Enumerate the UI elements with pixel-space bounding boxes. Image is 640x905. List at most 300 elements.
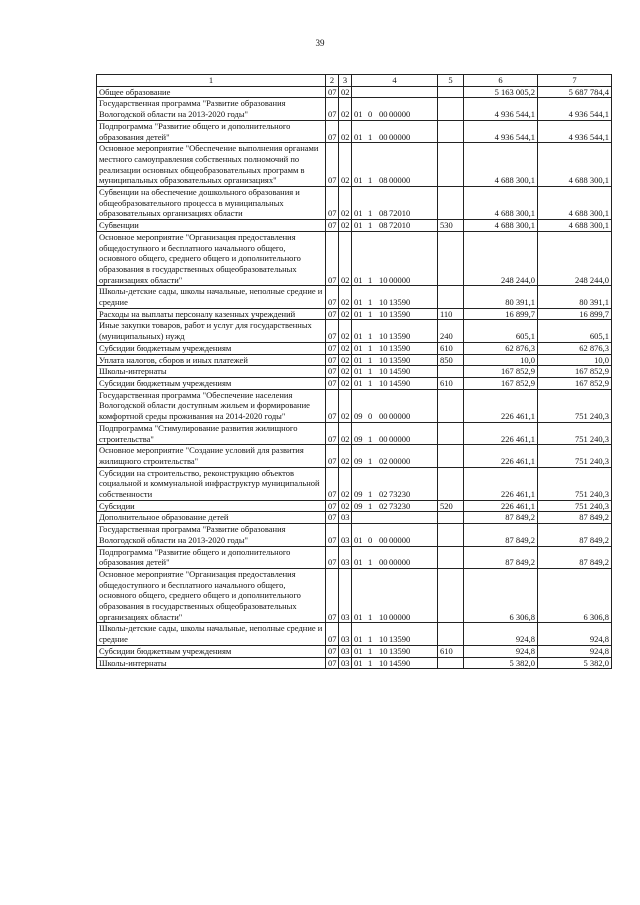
target-article-part: 01 <box>354 657 363 668</box>
subsection-code-cell: 03 <box>339 568 352 623</box>
table-row <box>97 524 612 546</box>
amount-year1-cell: 16 899,7 <box>464 308 538 320</box>
amount-year2-cell: 751 240,3 <box>538 467 612 500</box>
target-article-part: 13590 <box>389 354 411 365</box>
subsection-code-cell: 02 <box>339 320 352 342</box>
target-article-part: 00 <box>379 534 388 545</box>
target-article-cell <box>352 546 438 568</box>
section-code-cell: 07 <box>326 143 339 187</box>
amount-year2-cell: 4 688 300,1 <box>538 220 612 232</box>
header-cell: 7 <box>538 75 612 87</box>
target-article-cell <box>352 120 438 142</box>
target-article-part: 01 <box>354 645 363 656</box>
amount-year2-cell: 167 852,9 <box>538 366 612 378</box>
section-code-cell: 07 <box>326 445 339 467</box>
target-article-part: 10 <box>379 657 388 668</box>
target-article-part: 1 <box>368 308 373 319</box>
subsection-code-cell: 02 <box>339 467 352 500</box>
row-name-cell: Государственная программа "Развитие образования Вологодской области на 2013-2020 годы" <box>97 98 326 120</box>
target-article-part: 13590 <box>389 645 411 656</box>
amount-year1-cell: 80 391,1 <box>464 286 538 308</box>
target-article-part: 00000 <box>389 411 411 422</box>
expense-type-cell: 850 <box>438 354 464 366</box>
target-article-part: 13590 <box>389 342 411 353</box>
expense-type-cell: 240 <box>438 320 464 342</box>
expense-type-cell <box>438 98 464 120</box>
subsection-code-cell: 03 <box>339 524 352 546</box>
subsection-code-cell: 02 <box>339 86 352 98</box>
expense-type-cell <box>438 568 464 623</box>
section-code-cell: 07 <box>326 342 339 354</box>
subsection-code-cell: 03 <box>339 512 352 524</box>
expense-type-cell <box>438 524 464 546</box>
table-row <box>97 389 612 422</box>
table-row <box>97 512 612 524</box>
target-article-part: 73230 <box>389 489 411 500</box>
row-name-cell: Школы-детские сады, школы начальные, неполные средние и средние <box>97 286 326 308</box>
table-row <box>97 286 612 308</box>
target-article-part: 1 <box>368 342 373 353</box>
row-name-cell: Субсидии бюджетным учреждениям <box>97 645 326 657</box>
section-code-cell: 07 <box>326 512 339 524</box>
table-row <box>97 377 612 389</box>
section-code-cell: 07 <box>326 187 339 220</box>
target-article-part: 10 <box>379 308 388 319</box>
target-article-part: 09 <box>354 433 363 444</box>
table-row <box>97 320 612 342</box>
expense-type-cell <box>438 187 464 220</box>
target-article-part: 01 <box>354 274 363 285</box>
target-article-part: 1 <box>368 657 373 668</box>
amount-year2-cell: 248 244,0 <box>538 231 612 286</box>
subsection-code-cell: 03 <box>339 657 352 669</box>
row-name-cell: Государственная программа "Обеспечение населения Вологодской области доступным жильем и формирование комфортной среды проживания на 2014-2020 годы" <box>97 389 326 422</box>
target-article-part: 00 <box>379 557 388 568</box>
row-name-cell: Основное мероприятие "Организация предоставления общедоступного и бесплатного начального общего, основного общего, среднего общего и дополнительного образования в государственных общеобразовательных организациях области" <box>97 231 326 286</box>
target-article-part: 09 <box>354 455 363 466</box>
target-article-part: 10 <box>379 366 388 377</box>
target-article-part: 1 <box>368 489 373 500</box>
target-article-part: 01 <box>354 175 363 186</box>
row-name-cell: Субсидии на строительство, реконструкцию объектов социальной и коммунальной инфраструктур муниципальной собственности <box>97 467 326 500</box>
subsection-code-cell: 02 <box>339 500 352 512</box>
amount-year2-cell: 6 306,8 <box>538 568 612 623</box>
expense-type-cell <box>438 512 464 524</box>
target-article-part: 1 <box>368 611 373 622</box>
subsection-code-cell: 02 <box>339 286 352 308</box>
target-article-cell <box>352 377 438 389</box>
target-article-part: 72010 <box>389 220 411 231</box>
expense-type-cell <box>438 143 464 187</box>
target-article-part: 0 <box>368 534 373 545</box>
expense-type-cell <box>438 422 464 444</box>
amount-year1-cell: 226 461,1 <box>464 422 538 444</box>
subsection-code-cell: 02 <box>339 220 352 232</box>
expense-type-cell <box>438 231 464 286</box>
target-article-part: 10 <box>379 634 388 645</box>
page-number: 39 <box>315 38 325 48</box>
target-article-cell <box>352 187 438 220</box>
target-article-cell <box>352 657 438 669</box>
target-article-part: 02 <box>379 455 388 466</box>
section-code-cell: 07 <box>326 220 339 232</box>
target-article-part: 01 <box>354 342 363 353</box>
target-article-part: 00000 <box>389 274 411 285</box>
amount-year2-cell: 751 240,3 <box>538 422 612 444</box>
target-article-part: 01 <box>354 534 363 545</box>
target-article-part: 1 <box>368 331 373 342</box>
expense-type-cell <box>438 467 464 500</box>
row-name-cell: Основное мероприятие "Создание условий для развития жилищного строительства" <box>97 445 326 467</box>
target-article-part: 1 <box>368 634 373 645</box>
target-article-part: 01 <box>354 557 363 568</box>
target-article-cell <box>352 354 438 366</box>
target-article-part: 10 <box>379 342 388 353</box>
amount-year2-cell: 80 391,1 <box>538 286 612 308</box>
section-code-cell: 07 <box>326 568 339 623</box>
expense-type-cell: 520 <box>438 500 464 512</box>
section-code-cell: 07 <box>326 86 339 98</box>
target-article-part: 10 <box>379 274 388 285</box>
target-article-cell <box>352 308 438 320</box>
row-name-cell: Субсидии бюджетным учреждениям <box>97 342 326 354</box>
target-article-part: 00000 <box>389 109 411 120</box>
target-article-part: 00000 <box>389 611 411 622</box>
table-row <box>97 86 612 98</box>
subsection-code-cell: 02 <box>339 143 352 187</box>
section-code-cell: 07 <box>326 389 339 422</box>
target-article-cell <box>352 320 438 342</box>
amount-year1-cell: 4 688 300,1 <box>464 220 538 232</box>
target-article-part: 01 <box>354 297 363 308</box>
section-code-cell: 07 <box>326 286 339 308</box>
section-code-cell: 07 <box>326 467 339 500</box>
target-article-part: 73230 <box>389 500 411 511</box>
target-article-cell <box>352 568 438 623</box>
expense-type-cell <box>438 86 464 98</box>
amount-year2-cell: 87 849,2 <box>538 524 612 546</box>
table-row <box>97 308 612 320</box>
table-header-row <box>97 75 612 87</box>
target-article-cell <box>352 500 438 512</box>
row-name-cell: Субвенции на обеспечение дошкольного образования и общеобразовательного процесса в муниципальных образовательных организациях области <box>97 187 326 220</box>
target-article-part: 1 <box>368 208 373 219</box>
target-article-part: 08 <box>379 208 388 219</box>
row-name-cell: Основное мероприятие "Организация предоставления общедоступного и бесплатного начального общего, основного общего, среднего общего и дополнительного образования в государственных общеобразовательных организациях области" <box>97 568 326 623</box>
target-article-part: 10 <box>379 331 388 342</box>
table-row <box>97 645 612 657</box>
amount-year1-cell: 5 382,0 <box>464 657 538 669</box>
amount-year2-cell: 87 849,2 <box>538 512 612 524</box>
section-code-cell: 07 <box>326 120 339 142</box>
subsection-code-cell: 03 <box>339 645 352 657</box>
subsection-code-cell: 03 <box>339 546 352 568</box>
target-article-part: 1 <box>368 220 373 231</box>
target-article-part: 10 <box>379 354 388 365</box>
target-article-cell <box>352 467 438 500</box>
target-article-cell <box>352 389 438 422</box>
table-row <box>97 220 612 232</box>
section-code-cell: 07 <box>326 500 339 512</box>
expense-type-cell <box>438 445 464 467</box>
amount-year2-cell: 924,8 <box>538 645 612 657</box>
amount-year1-cell: 87 849,2 <box>464 524 538 546</box>
expense-type-cell <box>438 286 464 308</box>
target-article-cell <box>352 220 438 232</box>
amount-year2-cell: 4 688 300,1 <box>538 143 612 187</box>
subsection-code-cell: 03 <box>339 623 352 645</box>
target-article-part: 14590 <box>389 657 411 668</box>
target-article-part: 1 <box>368 645 373 656</box>
amount-year2-cell: 751 240,3 <box>538 500 612 512</box>
amount-year2-cell: 4 936 544,1 <box>538 98 612 120</box>
table-row <box>97 445 612 467</box>
row-name-cell: Основное мероприятие "Обеспечение выполнения органами местного самоуправления собственных полномочий по реализации основных общеобразовательных программ в муниципальных образовательных организациях" <box>97 143 326 187</box>
target-article-part: 1 <box>368 433 373 444</box>
target-article-part: 00000 <box>389 433 411 444</box>
target-article-part: 00000 <box>389 131 411 142</box>
subsection-code-cell: 02 <box>339 377 352 389</box>
target-article-part: 00000 <box>389 534 411 545</box>
budget-table <box>96 74 612 669</box>
target-article-part: 09 <box>354 411 363 422</box>
section-code-cell: 07 <box>326 422 339 444</box>
amount-year1-cell: 4 688 300,1 <box>464 187 538 220</box>
target-article-part: 1 <box>368 175 373 186</box>
table-row <box>97 354 612 366</box>
amount-year1-cell: 248 244,0 <box>464 231 538 286</box>
row-name-cell: Субвенции <box>97 220 326 232</box>
target-article-part: 09 <box>354 500 363 511</box>
target-article-part: 10 <box>379 611 388 622</box>
row-name-cell: Школы-интернаты <box>97 657 326 669</box>
subsection-code-cell: 02 <box>339 342 352 354</box>
subsection-code-cell: 02 <box>339 187 352 220</box>
table-row <box>97 366 612 378</box>
expense-type-cell <box>438 366 464 378</box>
amount-year1-cell: 605,1 <box>464 320 538 342</box>
target-article-part: 1 <box>368 377 373 388</box>
amount-year2-cell: 751 240,3 <box>538 445 612 467</box>
row-name-cell: Подпрограмма "Развитие общего и дополнительного образования детей" <box>97 120 326 142</box>
subsection-code-cell: 02 <box>339 445 352 467</box>
table-row <box>97 143 612 187</box>
section-code-cell: 07 <box>326 524 339 546</box>
amount-year2-cell: 924,8 <box>538 623 612 645</box>
target-article-cell <box>352 645 438 657</box>
target-article-part: 1 <box>368 131 373 142</box>
target-article-part: 00000 <box>389 455 411 466</box>
section-code-cell: 07 <box>326 308 339 320</box>
amount-year1-cell: 87 849,2 <box>464 512 538 524</box>
table-row <box>97 568 612 623</box>
target-article-part: 01 <box>354 377 363 388</box>
section-code-cell: 07 <box>326 320 339 342</box>
target-article-part: 00 <box>379 109 388 120</box>
target-article-cell <box>352 623 438 645</box>
amount-year1-cell: 87 849,2 <box>464 546 538 568</box>
amount-year2-cell: 16 899,7 <box>538 308 612 320</box>
target-article-part: 01 <box>354 131 363 142</box>
section-code-cell: 07 <box>326 623 339 645</box>
table-row <box>97 231 612 286</box>
target-article-part: 02 <box>379 500 388 511</box>
amount-year1-cell: 924,8 <box>464 645 538 657</box>
amount-year2-cell: 5 687 784,4 <box>538 86 612 98</box>
section-code-cell: 07 <box>326 645 339 657</box>
target-article-part: 01 <box>354 354 363 365</box>
amount-year2-cell: 4 936 544,1 <box>538 120 612 142</box>
expense-type-cell: 110 <box>438 308 464 320</box>
table-row <box>97 342 612 354</box>
amount-year2-cell: 10,0 <box>538 354 612 366</box>
header-cell: 3 <box>339 75 352 87</box>
expense-type-cell: 610 <box>438 342 464 354</box>
expense-type-cell: 610 <box>438 645 464 657</box>
row-name-cell: Подпрограмма "Развитие общего и дополнительного образования детей" <box>97 546 326 568</box>
target-article-cell <box>352 98 438 120</box>
amount-year2-cell: 4 688 300,1 <box>538 187 612 220</box>
table-row <box>97 467 612 500</box>
subsection-code-cell: 02 <box>339 231 352 286</box>
amount-year1-cell: 167 852,9 <box>464 377 538 389</box>
target-article-part: 14590 <box>389 377 411 388</box>
amount-year2-cell: 87 849,2 <box>538 546 612 568</box>
expense-type-cell <box>438 389 464 422</box>
subsection-code-cell: 02 <box>339 366 352 378</box>
expense-type-cell <box>438 623 464 645</box>
target-article-part: 10 <box>379 645 388 656</box>
table-row <box>97 187 612 220</box>
amount-year1-cell: 924,8 <box>464 623 538 645</box>
amount-year1-cell: 4 936 544,1 <box>464 98 538 120</box>
target-article-part: 72010 <box>389 208 411 219</box>
amount-year2-cell: 5 382,0 <box>538 657 612 669</box>
table-row <box>97 657 612 669</box>
amount-year2-cell: 751 240,3 <box>538 389 612 422</box>
section-code-cell: 07 <box>326 366 339 378</box>
target-article-part: 10 <box>379 297 388 308</box>
amount-year1-cell: 226 461,1 <box>464 500 538 512</box>
target-article-part: 1 <box>368 455 373 466</box>
target-article-part: 1 <box>368 274 373 285</box>
target-article-cell <box>352 342 438 354</box>
amount-year2-cell: 605,1 <box>538 320 612 342</box>
target-article-part: 01 <box>354 208 363 219</box>
amount-year1-cell: 10,0 <box>464 354 538 366</box>
row-name-cell: Школы-детские сады, школы начальные, неполные средние и средние <box>97 623 326 645</box>
table-row <box>97 546 612 568</box>
target-article-part: 14590 <box>389 366 411 377</box>
target-article-part: 1 <box>368 557 373 568</box>
target-article-cell <box>352 422 438 444</box>
amount-year1-cell: 5 163 005,2 <box>464 86 538 98</box>
amount-year1-cell: 226 461,1 <box>464 389 538 422</box>
row-name-cell: Дополнительное образование детей <box>97 512 326 524</box>
section-code-cell: 07 <box>326 354 339 366</box>
target-article-part: 02 <box>379 489 388 500</box>
section-code-cell: 07 <box>326 98 339 120</box>
target-article-part: 01 <box>354 366 363 377</box>
target-article-part: 0 <box>368 411 373 422</box>
target-article-part: 00 <box>379 131 388 142</box>
target-article-part: 13590 <box>389 308 411 319</box>
row-name-cell: Расходы на выплаты персоналу казенных учреждений <box>97 308 326 320</box>
row-name-cell: Иные закупки товаров, работ и услуг для государственных (муниципальных) нужд <box>97 320 326 342</box>
table-row <box>97 422 612 444</box>
subsection-code-cell: 02 <box>339 389 352 422</box>
target-article-part: 01 <box>354 611 363 622</box>
section-code-cell: 07 <box>326 377 339 389</box>
amount-year1-cell: 4 936 544,1 <box>464 120 538 142</box>
row-name-cell: Субсидии бюджетным учреждениям <box>97 377 326 389</box>
table-row <box>97 98 612 120</box>
target-article-cell <box>352 366 438 378</box>
row-name-cell: Подпрограмма "Стимулирование развития жилищного строительства" <box>97 422 326 444</box>
target-article-part: 00 <box>379 411 388 422</box>
amount-year2-cell: 167 852,9 <box>538 377 612 389</box>
target-article-part: 1 <box>368 297 373 308</box>
table-row <box>97 623 612 645</box>
subsection-code-cell: 02 <box>339 308 352 320</box>
amount-year1-cell: 6 306,8 <box>464 568 538 623</box>
header-cell: 1 <box>97 75 326 87</box>
target-article-cell <box>352 524 438 546</box>
subsection-code-cell: 02 <box>339 98 352 120</box>
header-cell: 5 <box>438 75 464 87</box>
target-article-part: 1 <box>368 500 373 511</box>
target-article-cell <box>352 445 438 467</box>
target-article-cell <box>352 512 438 524</box>
subsection-code-cell: 02 <box>339 354 352 366</box>
section-code-cell: 07 <box>326 546 339 568</box>
target-article-part: 08 <box>379 175 388 186</box>
target-article-part: 00000 <box>389 175 411 186</box>
target-article-cell <box>352 86 438 98</box>
row-name-cell: Общее образование <box>97 86 326 98</box>
expense-type-cell <box>438 657 464 669</box>
expense-type-cell: 610 <box>438 377 464 389</box>
target-article-part: 01 <box>354 220 363 231</box>
target-article-part: 01 <box>354 308 363 319</box>
row-name-cell: Государственная программа "Развитие образования Вологодской области на 2013-2020 годы" <box>97 524 326 546</box>
table-row <box>97 120 612 142</box>
amount-year1-cell: 226 461,1 <box>464 467 538 500</box>
header-cell: 2 <box>326 75 339 87</box>
target-article-part: 09 <box>354 489 363 500</box>
target-article-part: 1 <box>368 354 373 365</box>
expense-type-cell: 530 <box>438 220 464 232</box>
target-article-part: 00000 <box>389 557 411 568</box>
amount-year1-cell: 4 688 300,1 <box>464 143 538 187</box>
target-article-part: 13590 <box>389 297 411 308</box>
amount-year2-cell: 62 876,3 <box>538 342 612 354</box>
target-article-cell <box>352 286 438 308</box>
target-article-part: 08 <box>379 220 388 231</box>
target-article-part: 1 <box>368 366 373 377</box>
header-cell: 6 <box>464 75 538 87</box>
target-article-part: 01 <box>354 109 363 120</box>
row-name-cell: Субсидии <box>97 500 326 512</box>
amount-year1-cell: 226 461,1 <box>464 445 538 467</box>
amount-year1-cell: 62 876,3 <box>464 342 538 354</box>
target-article-part: 0 <box>368 109 373 120</box>
target-article-part: 10 <box>379 377 388 388</box>
expense-type-cell <box>438 120 464 142</box>
target-article-part: 13590 <box>389 331 411 342</box>
target-article-part: 13590 <box>389 634 411 645</box>
expense-type-cell <box>438 546 464 568</box>
